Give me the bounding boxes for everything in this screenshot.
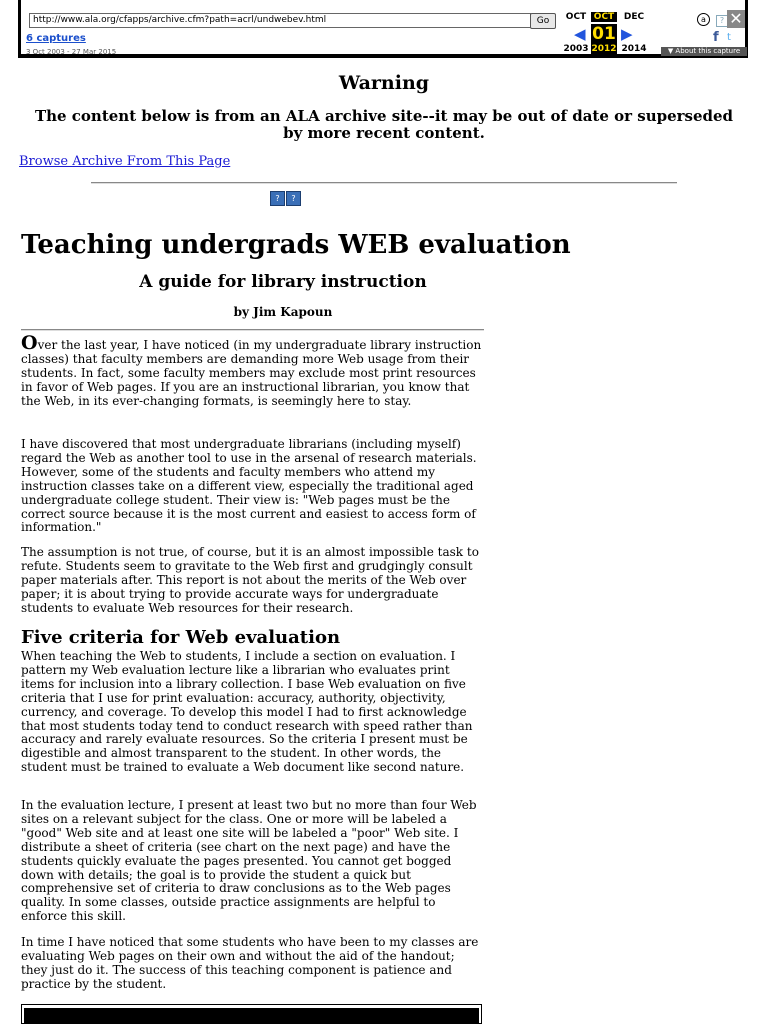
- article-paragraph: The assumption is not true, of course, but it is an almost impossible task to refute. Students seem to gravitate to the Web first and grudgingly consult paper materials after. This report is not about the merits of the Web over paper; it is about trying to provide accurate ways for undergraduate students to evaluate Web resources for their research.: [21, 545, 479, 615]
- prev-capture-arrow-icon[interactable]: ◀: [574, 25, 586, 43]
- wayback-url-input[interactable]: http://www.ala.org/cfapps/archive.cfm?path=acrl/undwebev.html: [29, 13, 531, 28]
- browse-archive-link[interactable]: Browse Archive From This Page: [19, 154, 231, 169]
- close-icon[interactable]: ✕: [727, 10, 745, 28]
- prev-month-link[interactable]: OCT: [565, 12, 587, 22]
- help-icon[interactable]: ?: [716, 15, 728, 27]
- warning-title: Warning: [338, 72, 430, 94]
- prev-year-link[interactable]: 2003: [563, 44, 589, 54]
- article-paragraph: In time I have noticed that some students who have been to my classes are evaluating Web pages on their own and without the aid of the handout; they just do it. The success of this teaching component is patience and practice by the student.: [21, 935, 479, 991]
- criteria-chart-frame: [21, 1004, 482, 1024]
- captures-link[interactable]: 6 captures: [26, 33, 86, 44]
- current-day: 01: [592, 24, 616, 44]
- next-year-link[interactable]: 2014: [621, 44, 647, 54]
- go-button[interactable]: Go: [530, 13, 556, 29]
- article-paragraph: I have discovered that most undergraduate librarians (including myself) regard the Web as another tool to use in the arsenal of research materials. However, some of the students and faculty members who attend my instruction classes take on a different view, especially the traditional aged undergraduate college student. Their view is: "Web pages must be the correct source because it is the most current and easiest to access form of information.": [21, 437, 477, 535]
- facebook-icon[interactable]: f: [713, 30, 719, 45]
- criteria-chart-header: [24, 1008, 479, 1024]
- article-title: Teaching undergrads WEB evaluation: [21, 230, 571, 260]
- current-month: OCT: [591, 12, 617, 22]
- drop-cap: O: [21, 332, 38, 354]
- author-byline: by Jim Kapoun: [233, 305, 333, 319]
- capture-date-range: 3 Oct 2003 - 27 Mar 2015: [26, 48, 117, 56]
- help-icon[interactable]: ?: [270, 191, 285, 206]
- article-paragraph: When teaching the Web to students, I include a section on evaluation. I pattern my Web evaluation lecture like a librarian who evaluates print items for inclusion into a library collection. I base Web evaluation on five criteria that I use for print evaluation: accuracy, authority, objectivity, currency, and coverage. To develop this model I had to first acknowledge that most students today tend to conduct research with speed rather than accuracy and rarely evaluate resources. So the criteria I present must be digestible and almost transparent to the student. In other words, the student must be trained to evaluate a Web document like second nature.: [21, 649, 473, 775]
- about-capture-button[interactable]: ▼ About this capture: [661, 47, 747, 56]
- article-paragraph: [21, 332, 483, 409]
- help-icon[interactable]: ?: [286, 191, 301, 206]
- article-subtitle: A guide for library instruction: [139, 272, 427, 292]
- wayback-toolbar: [18, 0, 748, 58]
- next-month-link[interactable]: DEC: [623, 12, 645, 22]
- divider: [91, 182, 677, 184]
- paragraph-text: ver the last year, I have noticed (in my undergraduate library instruction classes) that faculty members are demanding more Web usage from their students. In fact, some faculty members may exclude most print resources in favor of Web pages. If you are an instructional librarian, you know that the Web, in its ever-changing formats, is seemingly here to stay.: [21, 338, 482, 408]
- section-heading: Five criteria for Web evaluation: [21, 627, 341, 648]
- article-paragraph: In the evaluation lecture, I present at least two but no more than four Web sites on a relevant subject for the class. One or more will be labeled a "good" Web site and at least one site will be labeled a "poor" Web site. I distribute a sheet of criteria (see chart on the next page) and have the students quickly evaluate the pages presented. You cannot get bogged down with details; the goal is to provide the student a quick but comprehensive set of criteria to draw conclusions as to the Web pages quality. In some classes, outside practice assignments are helpful to enforce this skill.: [21, 798, 477, 924]
- next-capture-arrow-icon[interactable]: ▶: [621, 25, 633, 43]
- divider: [21, 329, 484, 331]
- alexa-icon[interactable]: a: [697, 13, 710, 26]
- warning-text: The content below is from an ALA archive site--it may be out of date or superseded by more recent content.: [34, 107, 734, 142]
- current-year: 2012: [591, 44, 617, 54]
- twitter-icon[interactable]: t: [727, 32, 731, 43]
